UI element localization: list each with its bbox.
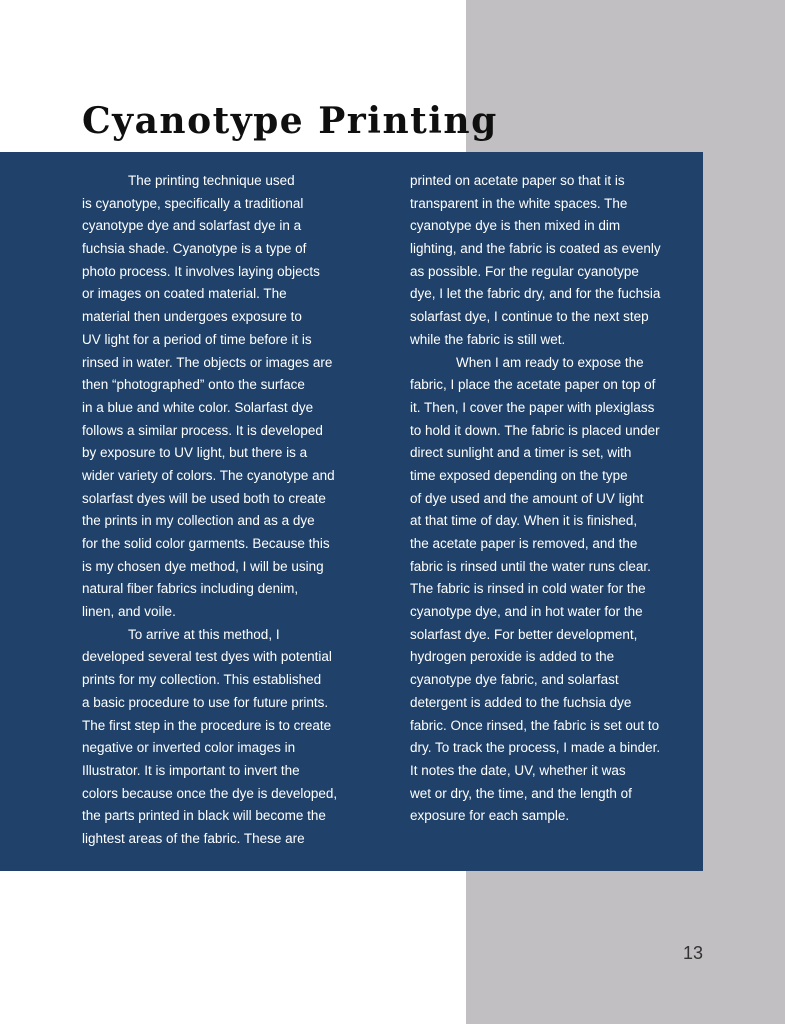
paragraph-line: The first step in the procedure is to create [82, 717, 332, 733]
paragraph-line: the acetate paper is removed, and the [410, 536, 638, 551]
body-column-right [410, 170, 705, 828]
paragraph-line: wet or dry, the time, and the length of [410, 785, 632, 801]
paragraph-line: material then undergoes exposure to [82, 309, 302, 325]
paragraph-line: while the fabric is still wet. [410, 331, 566, 347]
paragraph-line: solarfast dyes will be used both to create [82, 490, 326, 506]
paragraph-line: To arrive at this method, I [128, 626, 280, 642]
paragraph-line: for the solid color garments. Because this [82, 536, 330, 551]
paragraph-line: or images on coated material. The [82, 286, 287, 302]
paragraph-line: the prints in my collection and as a dye [82, 513, 315, 529]
paragraph-line: fuchsia shade. Cyanotype is a type of [82, 241, 307, 257]
paragraph-line: is my chosen dye method, I will be using [82, 558, 324, 574]
paragraph-line: direct sunlight and a timer is set, with [410, 445, 632, 461]
paragraph-line: is cyanotype, specifically a traditional [82, 195, 304, 211]
paragraph-line: follows a similar process. It is developed [82, 422, 323, 438]
paragraph-line: developed several test dyes with potential [82, 649, 332, 665]
paragraph-line: rinsed in water. The objects or images are [82, 354, 333, 370]
paragraph-line: When I am ready to expose the [456, 354, 644, 370]
paragraph-line: printed on acetate paper so that it is [410, 173, 625, 188]
paragraph-line: natural fiber fabrics including denim, [82, 581, 299, 597]
paragraph-line: lighting, and the fabric is coated as evenly [410, 241, 661, 257]
paragraph-line: Illustrator. It is important to invert the [82, 762, 300, 778]
paragraph-line: transparent in the white spaces. The [410, 195, 628, 211]
paragraph-line: to hold it down. The fabric is placed under [410, 422, 660, 438]
page-number: 13 [683, 943, 704, 963]
paragraph-line: wider variety of colors. The cyanotype and [82, 467, 335, 483]
paragraph-line: it. Then, I cover the paper with plexiglass [410, 399, 655, 415]
paragraph-line: lightest areas of the fabric. These are [82, 830, 305, 846]
paragraph-line: dye, I let the fabric dry, and for the fuchsia [410, 286, 661, 302]
paragraph-line: negative or inverted color images in [82, 740, 296, 756]
paragraph-line: exposure for each sample. [410, 808, 570, 824]
paragraph-line: cyanotype dye is then mixed in dim [410, 218, 621, 234]
paragraph-line: by exposure to UV light, but there is a [82, 445, 308, 461]
paragraph-line: cyanotype dye fabric, and solarfast [410, 672, 619, 688]
paragraph-line: at that time of day. When it is finished, [410, 513, 638, 529]
paragraph-line: hydrogen peroxide is added to the [410, 649, 615, 665]
paragraph-line: fabric is rinsed until the water runs clear. [410, 558, 651, 574]
paragraph-line: dry. To track the process, I made a binder. [410, 740, 661, 756]
paragraph-line: time exposed depending on the type [410, 467, 628, 483]
paragraph-line: colors because once the dye is developed, [82, 785, 338, 801]
paragraph-line: The printing technique used [128, 173, 295, 188]
paragraph-line: solarfast dye, I continue to the next step [410, 309, 649, 325]
paragraph-line: detergent is added to the fuchsia dye [410, 694, 632, 710]
paragraph-line: in a blue and white color. Solarfast dye [82, 399, 314, 415]
paragraph-line: a basic procedure to use for future prints. [82, 694, 329, 710]
page-title: Cyanotype Printing [82, 100, 498, 142]
paragraph-line: the parts printed in black will become the [82, 808, 326, 824]
paragraph-line: as possible. For the regular cyanotype [410, 263, 639, 279]
paragraph-line: linen, and voile. [82, 604, 176, 620]
paragraph-line: fabric. Once rinsed, the fabric is set out to [410, 717, 660, 733]
paragraph-line: cyanotype dye and solarfast dye in a [82, 218, 302, 234]
body-column-left [82, 170, 382, 851]
paragraph-line: cyanotype dye, and in hot water for the [410, 604, 643, 620]
paragraph-line: prints for my collection. This established [82, 672, 322, 688]
paragraph-line: It notes the date, UV, whether it was [410, 762, 626, 778]
paragraph-line: photo process. It involves laying objects [82, 263, 320, 279]
paragraph-line: UV light for a period of time before it is [82, 331, 312, 347]
paragraph-line: then “photographed” onto the surface [82, 377, 305, 393]
paragraph-line: fabric, I place the acetate paper on top of [410, 377, 656, 393]
paragraph-line: of dye used and the amount of UV light [410, 490, 644, 506]
paragraph-line: The fabric is rinsed in cold water for the [410, 581, 646, 597]
paragraph-line: solarfast dye. For better development, [410, 626, 638, 642]
